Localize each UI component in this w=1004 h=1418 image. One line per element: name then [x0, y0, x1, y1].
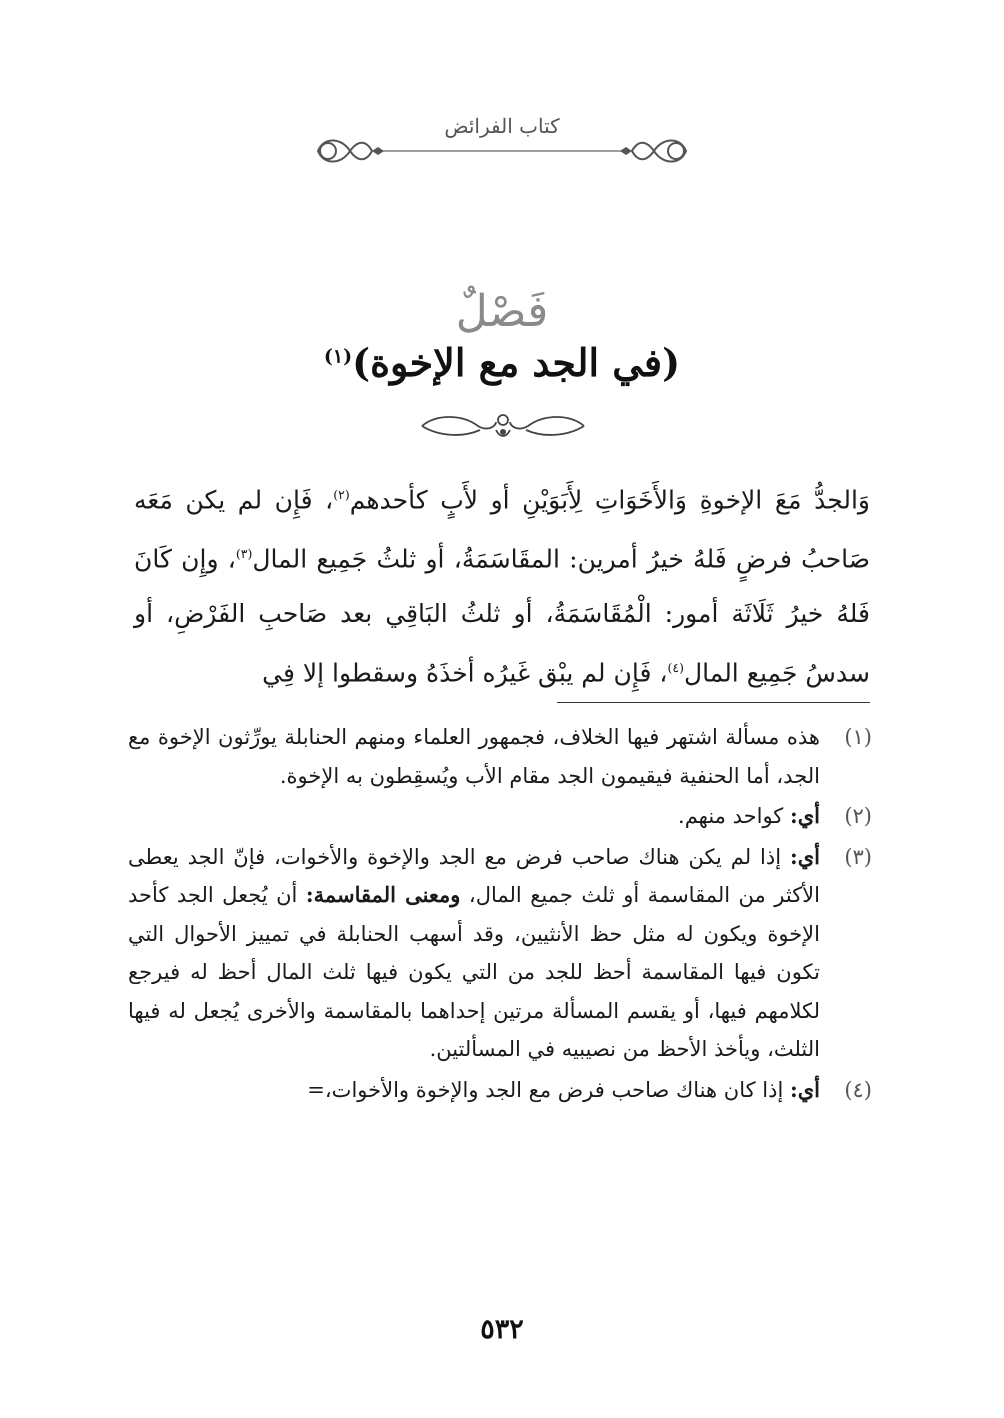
footnote — [128, 838, 872, 1069]
footnote — [128, 1071, 872, 1110]
footnote-text — [128, 797, 820, 836]
footnote — [128, 718, 872, 795]
footnote-text — [128, 1071, 820, 1110]
page-number: ٥٣٢ — [480, 1314, 524, 1345]
footnote-ref: (١) — [323, 345, 353, 368]
header-ornament — [310, 132, 694, 170]
main-paragraph — [134, 468, 870, 700]
footnotes — [128, 718, 872, 1111]
footnote-text — [128, 838, 820, 1069]
running-header: كتاب الفرائض — [444, 114, 560, 138]
body-segment: ، وإِن كَانَ فَلهُ خيرُ ثَلَاثَة أمور: الْمُقَاسَمَةُ، أو ثلثُ البَاقِي بعد صَاحبِ الفَرْضِ، أو سدسُ جَمِيع المال — [134, 544, 870, 687]
footnote-body: إذا لم يكن هناك صاحب فرض مع الجد والإخوة والأخوات، فإنّ الجد يعطى الأكثر من المقاسمة أو ثلث جميع المال، — [128, 844, 820, 907]
footnote-bold: أي: — [789, 1076, 820, 1102]
footnote-ref: (٤) — [667, 659, 684, 675]
section-title-text: (في الجد مع الإخوة) — [352, 340, 681, 385]
body-segment: ، فَإِن لم يكن مَعَه صَاحبُ فرضٍ فَلهُ خيرُ أمرين: المقَاسَمَةُ، أو ثلثُ جَمِيع المال — [134, 485, 871, 574]
footnote-number: (٤) — [844, 1077, 872, 1102]
footnote — [128, 797, 872, 836]
footnote-body: إذا كان هناك صاحب فرض مع الجد والإخوة والأخوات،= — [307, 1077, 790, 1102]
footnote-ref: (٢) — [333, 487, 350, 502]
section-label: فَصْلٌ — [455, 286, 549, 337]
footnote-ref: (٣) — [235, 546, 253, 562]
body-segment: ، فَإِن لم يبْق غَيرُه أخذَهُ وسقطوا إلا فِي — [262, 657, 668, 687]
title-ornament — [416, 408, 590, 442]
footnote-separator — [557, 702, 870, 703]
footnote-number: (١) — [844, 725, 872, 749]
footnote-bold: أي: — [789, 803, 820, 828]
footnote-body: أن يُجعل الجد كأحد الإخوة ويكون له مثل حظ الأنثيين، وقد أسهب الحنابلة في تمييز الأحوال التي تكون فيها المقاسمة أحظ للجد من التي يكون فيها ثلث المال أحظ له فيرجع لكلامهم فيها، أو يقسم المسألة مرتين إحداهما بالمقاسمة والأخرى يُجعل له فيها الثلث، ويأخذ الأحظ من نصيبيه في المسألتين. — [128, 883, 820, 1061]
body-segment: وَالجدُّ مَعَ الإخوةِ وَالأَخَوَاتِ لِأَبَوَيْنِ أو لأَبٍ كأحدهم — [349, 485, 870, 515]
footnote-bold: أي: — [789, 843, 820, 869]
footnote-bold: ومعنى المقاسمة: — [305, 882, 461, 907]
footnote-number: (٢) — [844, 804, 872, 828]
section-title — [0, 340, 1004, 386]
footnote-text: هذه مسألة اشتهر فيها الخلاف، فجمهور العلماء ومنهم الحنابلة يورِّثون الإخوة مع الجد، أما الحنفية فيقيمون الجد مقام الأب ويُسقِطون به الإخوة. — [128, 725, 820, 788]
footnote-body: كواحد منهم. — [678, 804, 790, 828]
footnote-number: (٣) — [844, 844, 872, 869]
